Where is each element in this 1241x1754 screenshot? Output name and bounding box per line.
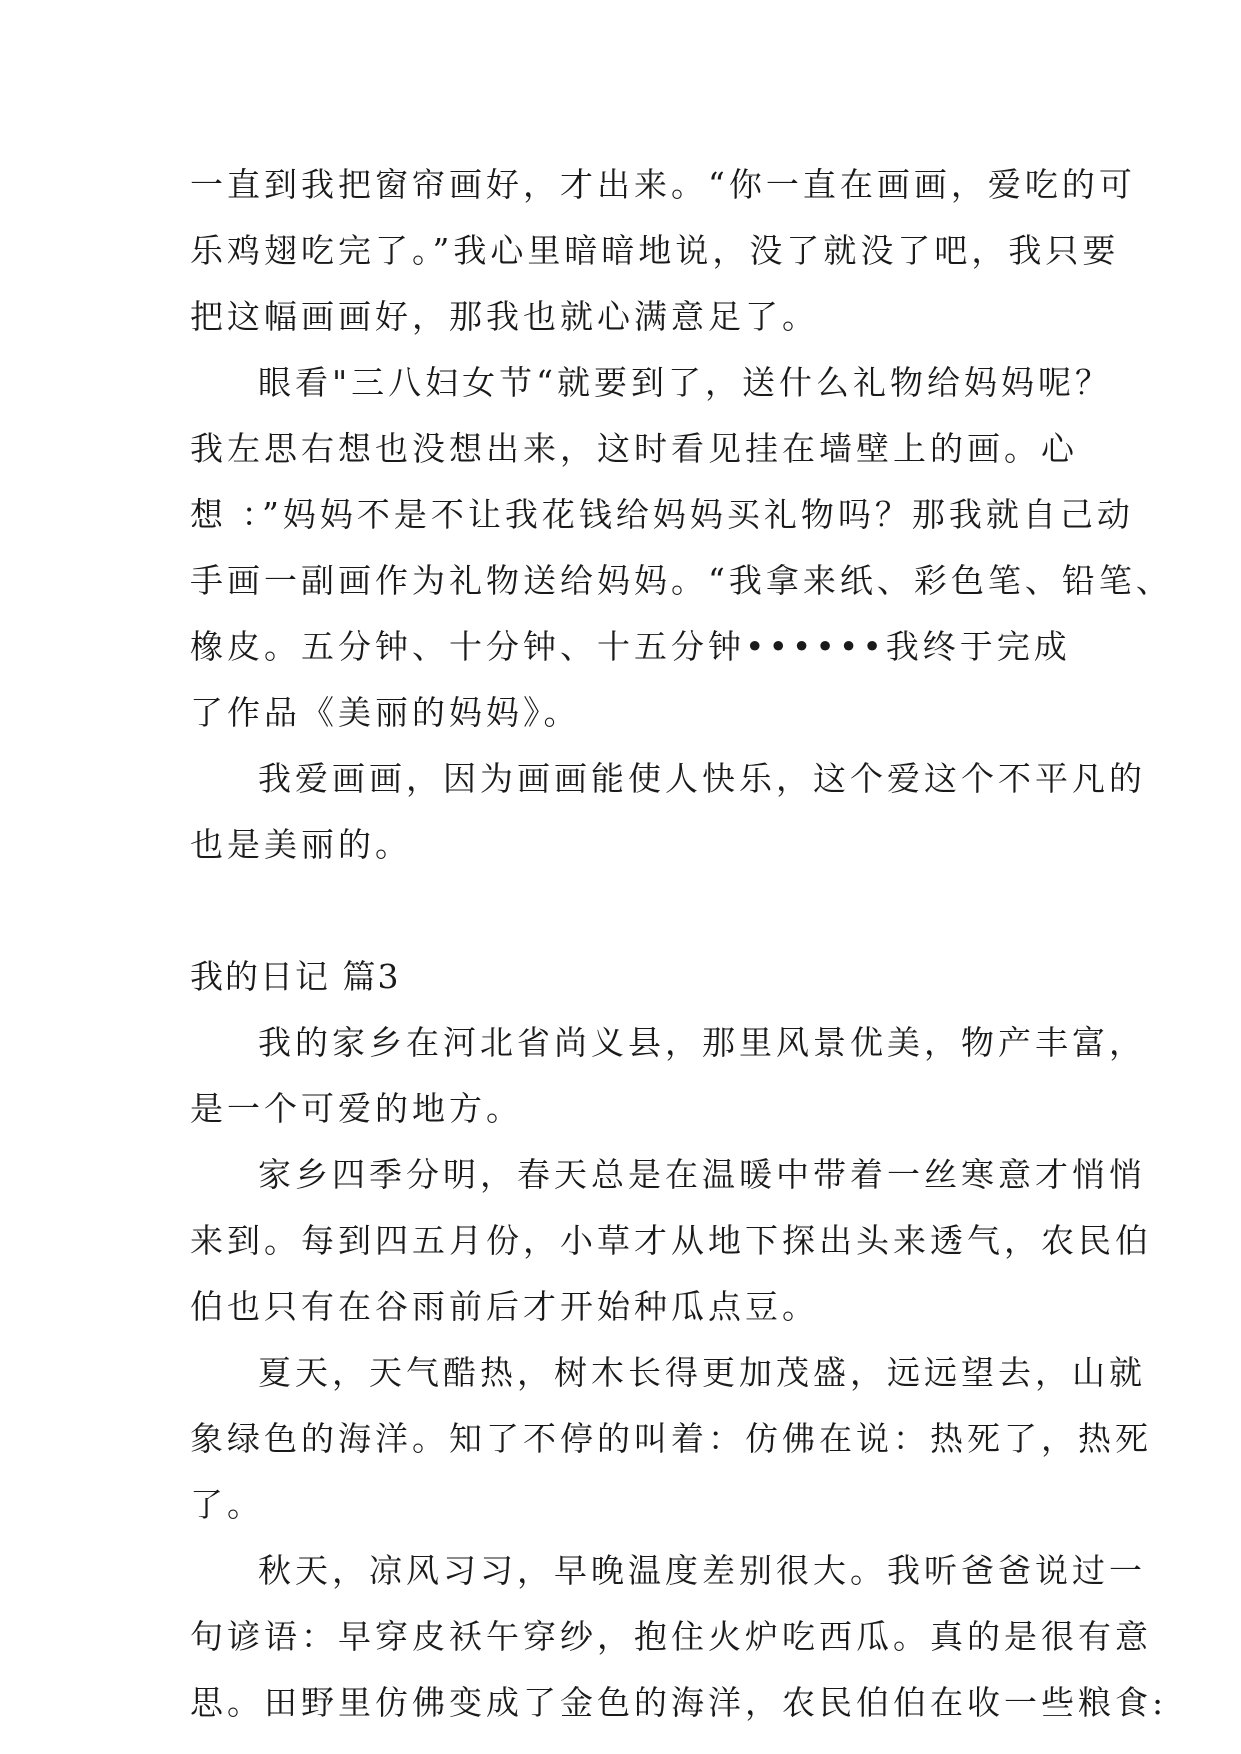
paragraph-line: 夏天，天气酷热，树木长得更加茂盛，远远望去，山就	[258, 1353, 1146, 1392]
paragraph-line: 是一个可爱的地方。	[190, 1089, 523, 1128]
paragraph-line: 象绿色的海洋。知了不停的叫着：仿佛在说：热死了，热死	[190, 1419, 1152, 1458]
paragraph-line: 我爱画画，因为画画能使人快乐，这个爱这个不平凡的	[258, 759, 1146, 798]
paragraph-line: 思。田野里仿佛变成了金色的海洋，农民伯伯在收一些粮食:	[190, 1683, 1168, 1722]
document-page	[190, 152, 1173, 1736]
section-spacer	[190, 878, 1080, 944]
paragraph-line: 了作品《美丽的妈妈》。	[190, 693, 581, 732]
paragraph-line: 秋天，凉风习习，早晚温度差别很大。我听爸爸说过一	[258, 1551, 1146, 1590]
paragraph-line: 来到。每到四五月份，小草才从地下探出头来透气，农民伯	[190, 1221, 1152, 1260]
paragraph-line: 也是美丽的。	[190, 825, 412, 864]
paragraph-line: 了。	[190, 1485, 264, 1524]
paragraph-line: 想 ：”妈妈不是不让我花钱给妈妈买礼物吗？那我就自己动	[190, 495, 1134, 534]
paragraph-line: 家乡四季分明，春天总是在温暖中带着一丝寒意才悄悄	[258, 1155, 1146, 1194]
paragraph-line: 句谚语：早穿皮袄午穿纱，抱住火炉吃西瓜。真的是很有意	[190, 1617, 1152, 1656]
paragraph-line: 橡皮。五分钟、十分钟、十五分钟••••••我终于完成	[190, 627, 1071, 666]
section-heading: 我的日记 篇3	[190, 957, 401, 996]
paragraph-line: 我左思右想也没想出来，这时看见挂在墙壁上的画。心	[190, 429, 1078, 468]
paragraph-line: 伯也只有在谷雨前后才开始种瓜点豆。	[190, 1287, 819, 1326]
paragraph-line: 一直到我把窗帘画好，才出来。“你一直在画画，爱吃的可	[190, 165, 1136, 204]
paragraph-line: 把这幅画画好，那我也就心满意足了。	[190, 297, 819, 336]
paragraph-line: 乐鸡翅吃完了。”我心里暗暗地说，没了就没了吧，我只要	[190, 231, 1120, 270]
paragraph-line: 手画一副画作为礼物送给妈妈。“我拿来纸、彩色笔、铅笔、	[190, 561, 1173, 600]
paragraph-line: 眼看"三八妇女节“就要到了，送什么礼物给妈妈呢？	[258, 363, 1113, 402]
paragraph-line: 我的家乡在河北省尚义县，那里风景优美，物产丰富，	[258, 1023, 1146, 1062]
